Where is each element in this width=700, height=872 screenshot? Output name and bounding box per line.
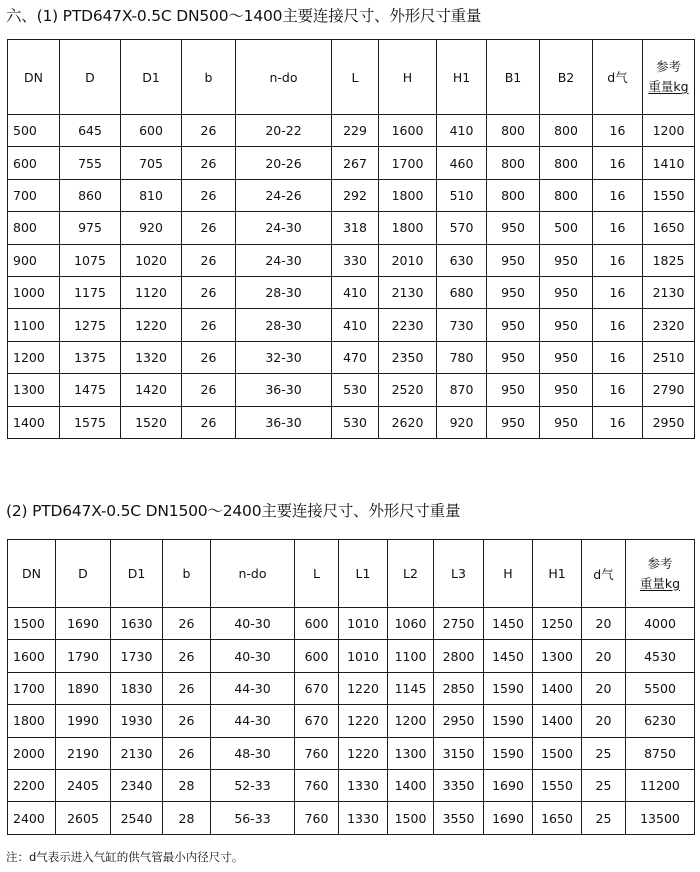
- table-cell: 26: [182, 212, 236, 244]
- table-cell: 26: [163, 737, 211, 769]
- table-row: [8, 179, 695, 211]
- table-cell: 1275: [60, 309, 121, 341]
- table-cell: 1730: [111, 640, 163, 672]
- table-cell: 13500: [626, 802, 695, 834]
- table-cell: 16: [593, 309, 643, 341]
- table-cell: 1320: [121, 341, 182, 373]
- table-cell: 1800: [379, 179, 437, 211]
- table-cell: 1400: [8, 406, 60, 438]
- weight-header-line1: 参考: [647, 555, 673, 571]
- table-cell: 1060: [388, 608, 434, 640]
- table-cell: 680: [437, 276, 487, 308]
- table-cell: 25: [582, 769, 626, 801]
- table-cell: 1520: [121, 406, 182, 438]
- table-cell: 950: [540, 244, 593, 276]
- table-cell: 800: [8, 212, 60, 244]
- table-cell: 2520: [379, 374, 437, 406]
- table-cell: 460: [437, 147, 487, 179]
- table-cell: 52-33: [211, 769, 295, 801]
- table-cell: 2950: [434, 705, 484, 737]
- table-cell: 36-30: [236, 374, 332, 406]
- table1-title: 六、(1) PTD647X-0.5C DN500～1400主要连接尺寸、外形尺寸重量: [6, 7, 482, 25]
- table-cell: 1000: [8, 276, 60, 308]
- table-cell: 530: [332, 374, 379, 406]
- table-cell: 1500: [533, 737, 582, 769]
- table-cell: 810: [121, 179, 182, 211]
- table-cell: 1790: [56, 640, 111, 672]
- table-cell: 950: [540, 406, 593, 438]
- table-cell: 600: [8, 147, 60, 179]
- table-cell: 730: [437, 309, 487, 341]
- column-header: L3: [434, 540, 484, 608]
- table-cell: 2350: [379, 341, 437, 373]
- table-cell: 670: [295, 705, 339, 737]
- table-cell: 1145: [388, 672, 434, 704]
- column-header: b: [163, 540, 211, 608]
- table-cell: 40-30: [211, 640, 295, 672]
- table-cell: 1420: [121, 374, 182, 406]
- table-cell: 2400: [8, 802, 56, 834]
- table-cell: 1100: [388, 640, 434, 672]
- table-cell: 16: [593, 406, 643, 438]
- table-cell: 26: [182, 147, 236, 179]
- column-header: DN: [8, 540, 56, 608]
- table-cell: 1590: [484, 737, 533, 769]
- table-cell: 410: [332, 309, 379, 341]
- table-cell: 920: [121, 212, 182, 244]
- table-cell: 530: [332, 406, 379, 438]
- table-cell: 1120: [121, 276, 182, 308]
- table-header-row: [8, 540, 695, 608]
- table-row: [8, 406, 695, 438]
- column-header: D1: [121, 40, 182, 115]
- table-cell: 800: [487, 179, 540, 211]
- table-cell: 26: [163, 640, 211, 672]
- table-cell: 1475: [60, 374, 121, 406]
- table-cell: 2605: [56, 802, 111, 834]
- column-header: d气: [582, 540, 626, 608]
- table-cell: 20: [582, 640, 626, 672]
- table-cell: 950: [487, 276, 540, 308]
- table-cell: 975: [60, 212, 121, 244]
- table-cell: 1590: [484, 705, 533, 737]
- table-cell: 900: [8, 244, 60, 276]
- table-cell: 6230: [626, 705, 695, 737]
- table-cell: 1990: [56, 705, 111, 737]
- table-cell: 800: [487, 147, 540, 179]
- table-cell: 1010: [339, 608, 388, 640]
- dimension-table-dn500-1400: [7, 39, 695, 439]
- table-cell: 1890: [56, 672, 111, 704]
- table-cell: 20-26: [236, 147, 332, 179]
- table-cell: 1175: [60, 276, 121, 308]
- table-cell: 26: [163, 672, 211, 704]
- table-cell: 26: [163, 608, 211, 640]
- table-cell: 1700: [8, 672, 56, 704]
- table-row: [8, 341, 695, 373]
- table-cell: 20-22: [236, 115, 332, 147]
- table-cell: 2405: [56, 769, 111, 801]
- table-cell: 25: [582, 802, 626, 834]
- table-cell: 4000: [626, 608, 695, 640]
- table-cell: 24-26: [236, 179, 332, 211]
- table-row: [8, 705, 695, 737]
- table-cell: 1650: [643, 212, 695, 244]
- table-cell: 950: [540, 309, 593, 341]
- table-cell: 24-30: [236, 244, 332, 276]
- table-cell: 500: [8, 115, 60, 147]
- table-cell: 1200: [388, 705, 434, 737]
- table-cell: 2000: [8, 737, 56, 769]
- table-cell: 1010: [339, 640, 388, 672]
- table-cell: 500: [540, 212, 593, 244]
- table-cell: 950: [540, 341, 593, 373]
- column-header: D: [60, 40, 121, 115]
- table-cell: 16: [593, 115, 643, 147]
- table-cell: 1450: [484, 640, 533, 672]
- table-cell: 1575: [60, 406, 121, 438]
- table-cell: 16: [593, 179, 643, 211]
- table-cell: 670: [295, 672, 339, 704]
- table-cell: 755: [60, 147, 121, 179]
- table-cell: 28-30: [236, 276, 332, 308]
- table-cell: 26: [182, 115, 236, 147]
- table-cell: 1690: [484, 802, 533, 834]
- table-cell: 1800: [379, 212, 437, 244]
- table-cell: 1800: [8, 705, 56, 737]
- table-cell: 1600: [379, 115, 437, 147]
- column-header: b: [182, 40, 236, 115]
- column-header: L: [295, 540, 339, 608]
- table-cell: 920: [437, 406, 487, 438]
- table-cell: 1020: [121, 244, 182, 276]
- table-cell: 1400: [533, 672, 582, 704]
- column-header: H1: [437, 40, 487, 115]
- table-cell: 26: [182, 341, 236, 373]
- column-header: D: [56, 540, 111, 608]
- table-cell: 26: [182, 244, 236, 276]
- table-cell: 800: [540, 115, 593, 147]
- table-cell: 44-30: [211, 672, 295, 704]
- table-cell: 570: [437, 212, 487, 244]
- table-cell: 26: [163, 705, 211, 737]
- table-cell: 5500: [626, 672, 695, 704]
- column-header: H: [379, 40, 437, 115]
- table-cell: 1690: [484, 769, 533, 801]
- table-cell: 600: [295, 608, 339, 640]
- table-cell: 1075: [60, 244, 121, 276]
- table-cell: 950: [487, 309, 540, 341]
- column-header: L: [332, 40, 379, 115]
- table-cell: 11200: [626, 769, 695, 801]
- table-cell: 2790: [643, 374, 695, 406]
- table-row: [8, 374, 695, 406]
- table-cell: 1600: [8, 640, 56, 672]
- table-cell: 860: [60, 179, 121, 211]
- table-cell: 16: [593, 341, 643, 373]
- table-cell: 645: [60, 115, 121, 147]
- table-cell: 950: [487, 374, 540, 406]
- table-cell: 1500: [388, 802, 434, 834]
- column-header: L1: [339, 540, 388, 608]
- table-cell: 1550: [533, 769, 582, 801]
- table-cell: 44-30: [211, 705, 295, 737]
- table-cell: 36-30: [236, 406, 332, 438]
- table-cell: 2130: [379, 276, 437, 308]
- table-row: [8, 769, 695, 801]
- table-cell: 292: [332, 179, 379, 211]
- table-cell: 1410: [643, 147, 695, 179]
- table-cell: 2130: [111, 737, 163, 769]
- table-row: [8, 608, 695, 640]
- table-cell: 1830: [111, 672, 163, 704]
- column-header: n-do: [236, 40, 332, 115]
- table-cell: 1450: [484, 608, 533, 640]
- table-cell: 56-33: [211, 802, 295, 834]
- table-cell: 2340: [111, 769, 163, 801]
- table-cell: 1300: [533, 640, 582, 672]
- table-cell: 2540: [111, 802, 163, 834]
- table-cell: 20: [582, 672, 626, 704]
- table-cell: 2320: [643, 309, 695, 341]
- table-cell: 1375: [60, 341, 121, 373]
- table-cell: 1220: [339, 705, 388, 737]
- table-cell: 470: [332, 341, 379, 373]
- table-cell: 1930: [111, 705, 163, 737]
- table-cell: 16: [593, 374, 643, 406]
- table-cell: 950: [487, 244, 540, 276]
- table-cell: 410: [437, 115, 487, 147]
- column-header: L2: [388, 540, 434, 608]
- table-row: [8, 212, 695, 244]
- table-row: [8, 147, 695, 179]
- table-cell: 1250: [533, 608, 582, 640]
- table-cell: 1220: [121, 309, 182, 341]
- table-cell: 700: [8, 179, 60, 211]
- table-row: [8, 737, 695, 769]
- table-cell: 1300: [388, 737, 434, 769]
- table-cell: 26: [182, 276, 236, 308]
- column-header: D1: [111, 540, 163, 608]
- table-cell: 267: [332, 147, 379, 179]
- table-cell: 1630: [111, 608, 163, 640]
- table-cell: 1220: [339, 672, 388, 704]
- table-row: [8, 244, 695, 276]
- weight-header-line2: 重量kg: [648, 79, 689, 94]
- table-cell: 2200: [8, 769, 56, 801]
- table2-title: (2) PTD647X-0.5C DN1500～2400主要连接尺寸、外形尺寸重量: [6, 502, 461, 520]
- table-cell: 630: [437, 244, 487, 276]
- table-cell: 16: [593, 244, 643, 276]
- table-cell: 16: [593, 212, 643, 244]
- dimension-table-dn1500-2400: [7, 539, 695, 835]
- table-header-row: [8, 40, 695, 115]
- column-header: DN: [8, 40, 60, 115]
- table-cell: 780: [437, 341, 487, 373]
- table-cell: 28: [163, 769, 211, 801]
- column-header: B2: [540, 40, 593, 115]
- table-cell: 3550: [434, 802, 484, 834]
- table-cell: 1400: [533, 705, 582, 737]
- table-cell: 950: [540, 374, 593, 406]
- table-cell: 16: [593, 276, 643, 308]
- table-cell: 28: [163, 802, 211, 834]
- table-cell: 2750: [434, 608, 484, 640]
- table-row: [8, 115, 695, 147]
- table-cell: 1200: [643, 115, 695, 147]
- column-header: B1: [487, 40, 540, 115]
- table-cell: 1300: [8, 374, 60, 406]
- table-cell: 1200: [8, 341, 60, 373]
- table-cell: 1330: [339, 802, 388, 834]
- table-cell: 2800: [434, 640, 484, 672]
- table-cell: 950: [487, 212, 540, 244]
- table-cell: 8750: [626, 737, 695, 769]
- table-cell: 600: [295, 640, 339, 672]
- table-cell: 3150: [434, 737, 484, 769]
- table-cell: 3350: [434, 769, 484, 801]
- table-cell: 25: [582, 737, 626, 769]
- table-cell: 1100: [8, 309, 60, 341]
- column-header-weight: [643, 40, 695, 115]
- table-cell: 800: [487, 115, 540, 147]
- table-cell: 2010: [379, 244, 437, 276]
- table-cell: 2510: [643, 341, 695, 373]
- table-cell: 28-30: [236, 309, 332, 341]
- table-cell: 760: [295, 802, 339, 834]
- column-header: n-do: [211, 540, 295, 608]
- table-cell: 760: [295, 769, 339, 801]
- table-cell: 705: [121, 147, 182, 179]
- table-cell: 1650: [533, 802, 582, 834]
- column-header-weight: [626, 540, 695, 608]
- table-row: [8, 640, 695, 672]
- table-cell: 2230: [379, 309, 437, 341]
- table-row: [8, 802, 695, 834]
- table-cell: 950: [487, 341, 540, 373]
- table-cell: 330: [332, 244, 379, 276]
- table-cell: 40-30: [211, 608, 295, 640]
- table-cell: 1590: [484, 672, 533, 704]
- column-header: d气: [593, 40, 643, 115]
- table-row: [8, 276, 695, 308]
- table-cell: 26: [182, 179, 236, 211]
- table-cell: 600: [121, 115, 182, 147]
- table-cell: 48-30: [211, 737, 295, 769]
- table-cell: 950: [540, 276, 593, 308]
- table-cell: 1400: [388, 769, 434, 801]
- table-cell: 800: [540, 179, 593, 211]
- table-cell: 2850: [434, 672, 484, 704]
- column-header: H1: [533, 540, 582, 608]
- table-cell: 20: [582, 705, 626, 737]
- weight-header-line2: 重量kg: [639, 575, 681, 591]
- table-cell: 229: [332, 115, 379, 147]
- column-header: H: [484, 540, 533, 608]
- table-cell: 800: [540, 147, 593, 179]
- table-cell: 26: [182, 374, 236, 406]
- table-cell: 4530: [626, 640, 695, 672]
- footnote: 注：d气表示进入气缸的供气管最小内径尺寸。: [6, 850, 244, 864]
- table-cell: 20: [582, 608, 626, 640]
- table-cell: 410: [332, 276, 379, 308]
- table-cell: 1550: [643, 179, 695, 211]
- table-cell: 1690: [56, 608, 111, 640]
- table-cell: 24-30: [236, 212, 332, 244]
- table-cell: 16: [593, 147, 643, 179]
- table-cell: 1825: [643, 244, 695, 276]
- table-row: [8, 672, 695, 704]
- table-cell: 318: [332, 212, 379, 244]
- table-cell: 26: [182, 406, 236, 438]
- table-cell: 510: [437, 179, 487, 211]
- table-cell: 1330: [339, 769, 388, 801]
- table-cell: 2130: [643, 276, 695, 308]
- table-cell: 32-30: [236, 341, 332, 373]
- table-cell: 870: [437, 374, 487, 406]
- weight-header-line1: 参考: [655, 59, 681, 74]
- table-row: [8, 309, 695, 341]
- table-cell: 1700: [379, 147, 437, 179]
- table-cell: 1500: [8, 608, 56, 640]
- table-cell: 2950: [643, 406, 695, 438]
- table-cell: 1220: [339, 737, 388, 769]
- table-cell: 2190: [56, 737, 111, 769]
- table-cell: 950: [487, 406, 540, 438]
- table-cell: 760: [295, 737, 339, 769]
- table-cell: 26: [182, 309, 236, 341]
- table-cell: 2620: [379, 406, 437, 438]
